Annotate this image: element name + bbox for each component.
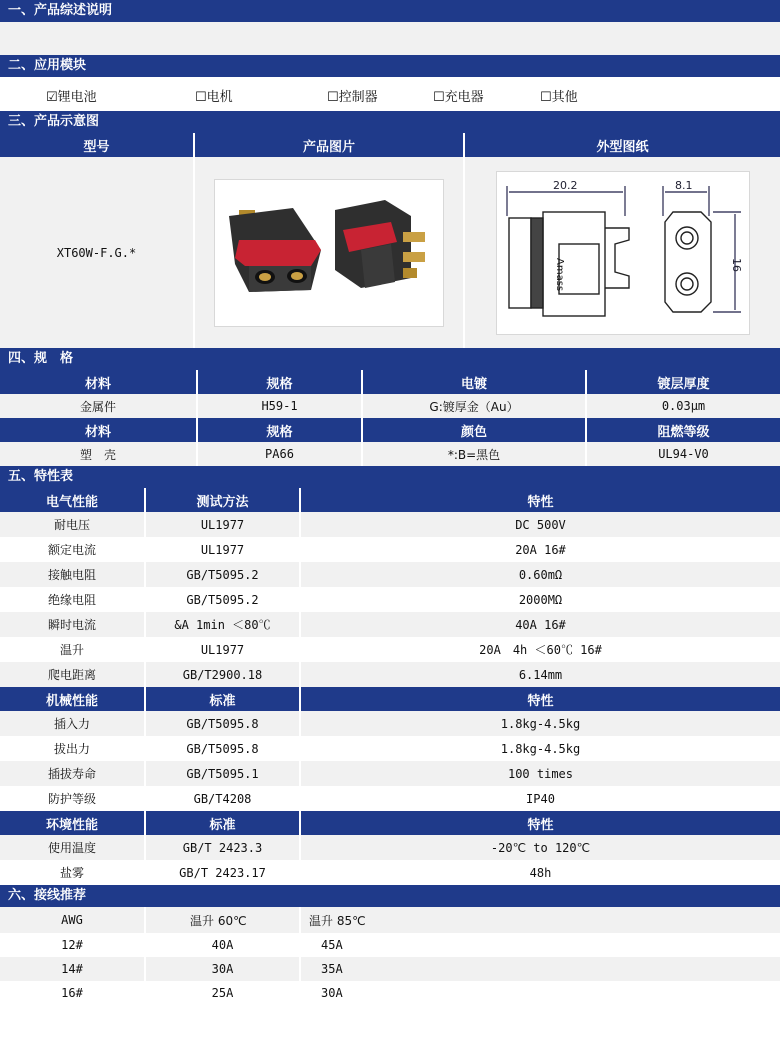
table-cell: IP40 <box>526 791 555 806</box>
diagram-header-row <box>0 133 780 157</box>
table-cell: 30A <box>146 957 301 981</box>
table-cell: 48h <box>529 865 552 880</box>
app-label: 控制器 <box>338 90 378 105</box>
wiring-header: AWG <box>0 907 146 933</box>
table-row <box>0 786 780 811</box>
table-cell: 2000MΩ <box>518 592 563 607</box>
table-row <box>0 512 780 537</box>
app-item-charger[interactable] <box>433 86 484 105</box>
table-cell: GB/T4208 <box>146 786 301 811</box>
outline-drawing-cell <box>465 157 780 348</box>
table-row <box>0 587 780 612</box>
table-cell: DC 500V <box>515 517 566 532</box>
spec-cell: *:B=黑色 <box>363 442 587 466</box>
app-label: 电机 <box>206 90 233 105</box>
table-cell: 插拔寿命 <box>0 761 146 786</box>
spec-header: 镀层厚度 <box>587 370 780 394</box>
mechanical-header: 特性 <box>301 687 780 711</box>
table-cell: GB/T 2423.3 <box>146 835 301 860</box>
table-row <box>0 981 780 1005</box>
table-cell: -20℃ to 120℃ <box>490 840 591 855</box>
table-cell: 6.14mm <box>518 667 563 682</box>
table-cell: GB/T5095.8 <box>146 736 301 761</box>
table-cell: 爬电距离 <box>0 662 146 687</box>
table-row <box>0 761 780 786</box>
electrical-header: 测试方法 <box>146 488 301 512</box>
product-photo-cell <box>195 157 465 348</box>
table-cell: 1.8kg-4.5kg <box>500 741 581 756</box>
spec-cell: 0.03μm <box>661 399 706 413</box>
mechanical-header: 标准 <box>146 687 301 711</box>
table-cell: &A 1min ＜80℃ <box>146 612 301 637</box>
environment-header: 标准 <box>146 811 301 835</box>
diagram-header-model: 型号 <box>0 133 195 157</box>
table-cell: GB/T5095.2 <box>146 562 301 587</box>
app-label: 其他 <box>551 90 578 105</box>
diagram-body-row <box>0 157 780 348</box>
table-row <box>0 933 780 957</box>
table-cell: UL1977 <box>146 637 301 662</box>
environment-header-row <box>0 811 780 835</box>
table-row <box>0 562 780 587</box>
spec-cell: 金属件 <box>0 394 198 418</box>
spec-cell: UL94-V0 <box>658 447 709 461</box>
spec-cell: G:镀厚金（Au） <box>363 394 587 418</box>
app-label: 充电器 <box>444 90 484 105</box>
table-cell: GB/T5095.8 <box>146 711 301 736</box>
checkbox-icon[interactable]: ☐ <box>327 90 339 105</box>
table-cell: UL1977 <box>146 537 301 562</box>
table-cell: 拔出力 <box>0 736 146 761</box>
app-item-lithium[interactable] <box>46 86 97 105</box>
table-cell: 35A <box>321 962 343 976</box>
table-cell: GB/T2900.18 <box>146 662 301 687</box>
wiring-header-row <box>0 907 780 933</box>
table-cell: 防护等级 <box>0 786 146 811</box>
table-row <box>0 537 780 562</box>
table-cell: 30A <box>321 986 343 1000</box>
table-cell: 0.60mΩ <box>518 567 563 582</box>
table-cell: 20A 4h ＜60℃ 16# <box>479 643 602 657</box>
table-cell: 接触电阻 <box>0 562 146 587</box>
drawing-height-dim: 16 <box>729 257 743 272</box>
product-photo <box>214 179 444 327</box>
app-item-controller[interactable] <box>327 86 378 105</box>
spec-header: 材料 <box>0 418 198 442</box>
checkbox-icon[interactable]: ☐ <box>433 90 445 105</box>
table-cell: UL1977 <box>146 512 301 537</box>
diagram-header-drawing: 外型图纸 <box>465 133 780 157</box>
table-cell: 40A 16# <box>515 617 566 632</box>
table-cell: 14# <box>0 957 146 981</box>
app-label: 锂电池 <box>57 90 97 105</box>
table-row <box>0 637 780 662</box>
wiring-header: 温升 60℃ <box>146 907 301 933</box>
table-row <box>0 736 780 761</box>
mechanical-header: 机械性能 <box>0 687 146 711</box>
overview-body <box>0 22 780 55</box>
spec-cell: 塑 壳 <box>0 442 198 466</box>
spec-cell: PA66 <box>198 442 363 466</box>
table-cell: 45A <box>321 938 343 952</box>
checkbox-checked-icon[interactable]: ☑ <box>46 90 58 105</box>
section-application-title: 二、应用模块 <box>0 55 780 77</box>
drawing-brand-mark: Amass <box>553 257 565 291</box>
table-cell: 1.8kg-4.5kg <box>500 716 581 731</box>
spec-header: 颜色 <box>363 418 587 442</box>
app-item-other[interactable] <box>540 86 578 105</box>
table-cell: 25A <box>146 981 301 1005</box>
section-characteristics-title: 五、特性表 <box>0 466 780 488</box>
table-cell: GB/T 2423.17 <box>146 860 301 885</box>
table-row <box>0 612 780 637</box>
spec-cell: H59-1 <box>198 394 363 418</box>
table-row <box>0 957 780 981</box>
electrical-header-row <box>0 488 780 512</box>
table-cell: GB/T5095.1 <box>146 761 301 786</box>
wiring-header: 温升 85℃ <box>309 913 366 928</box>
model-number: XT60W-F.G.* <box>0 157 195 348</box>
table-cell: 40A <box>146 933 301 957</box>
spec-header: 材料 <box>0 370 198 394</box>
table-cell: GB/T5095.2 <box>146 587 301 612</box>
table-row <box>0 711 780 736</box>
table-cell: 12# <box>0 933 146 957</box>
spec-header-row-1 <box>0 370 780 394</box>
table-cell: 盐雾 <box>0 860 146 885</box>
table-cell: 绝缘电阻 <box>0 587 146 612</box>
spec-row-metal <box>0 394 780 418</box>
environment-header: 特性 <box>301 811 780 835</box>
table-row <box>0 835 780 860</box>
checkbox-icon[interactable]: ☐ <box>195 90 207 105</box>
table-cell: 16# <box>0 981 146 1005</box>
environment-header: 环境性能 <box>0 811 146 835</box>
table-cell: 温升 <box>0 637 146 662</box>
table-cell: 20A 16# <box>515 542 566 557</box>
table-cell: 使用温度 <box>0 835 146 860</box>
mechanical-header-row <box>0 687 780 711</box>
table-cell: 100 times <box>507 766 574 781</box>
drawing-length-dim: 20.2 <box>552 178 577 192</box>
table-cell: 瞬时电流 <box>0 612 146 637</box>
table-cell: 插入力 <box>0 711 146 736</box>
section-spec-title: 四、规 格 <box>0 348 780 370</box>
table-row <box>0 860 780 885</box>
checkbox-icon[interactable]: ☐ <box>540 90 552 105</box>
spec-header-row-2 <box>0 418 780 442</box>
electrical-header: 电气性能 <box>0 488 146 512</box>
spec-row-plastic <box>0 442 780 466</box>
table-cell: 耐电压 <box>0 512 146 537</box>
drawing-width-dim: 8.1 <box>674 178 692 192</box>
spec-header: 规格 <box>198 418 363 442</box>
table-row <box>0 662 780 687</box>
section-wiring-title: 六、接线推荐 <box>0 885 780 907</box>
table-cell: 额定电流 <box>0 537 146 562</box>
app-item-motor[interactable] <box>195 86 233 105</box>
application-list <box>0 77 780 111</box>
spec-header: 阻燃等级 <box>587 418 780 442</box>
section-overview-title: 一、产品综述说明 <box>0 0 780 22</box>
spec-header: 电镀 <box>363 370 587 394</box>
spec-header: 规格 <box>198 370 363 394</box>
section-diagram-title: 三、产品示意图 <box>0 111 780 133</box>
diagram-header-photo: 产品图片 <box>195 133 465 157</box>
electrical-header: 特性 <box>301 488 780 512</box>
outline-drawing <box>496 171 750 335</box>
